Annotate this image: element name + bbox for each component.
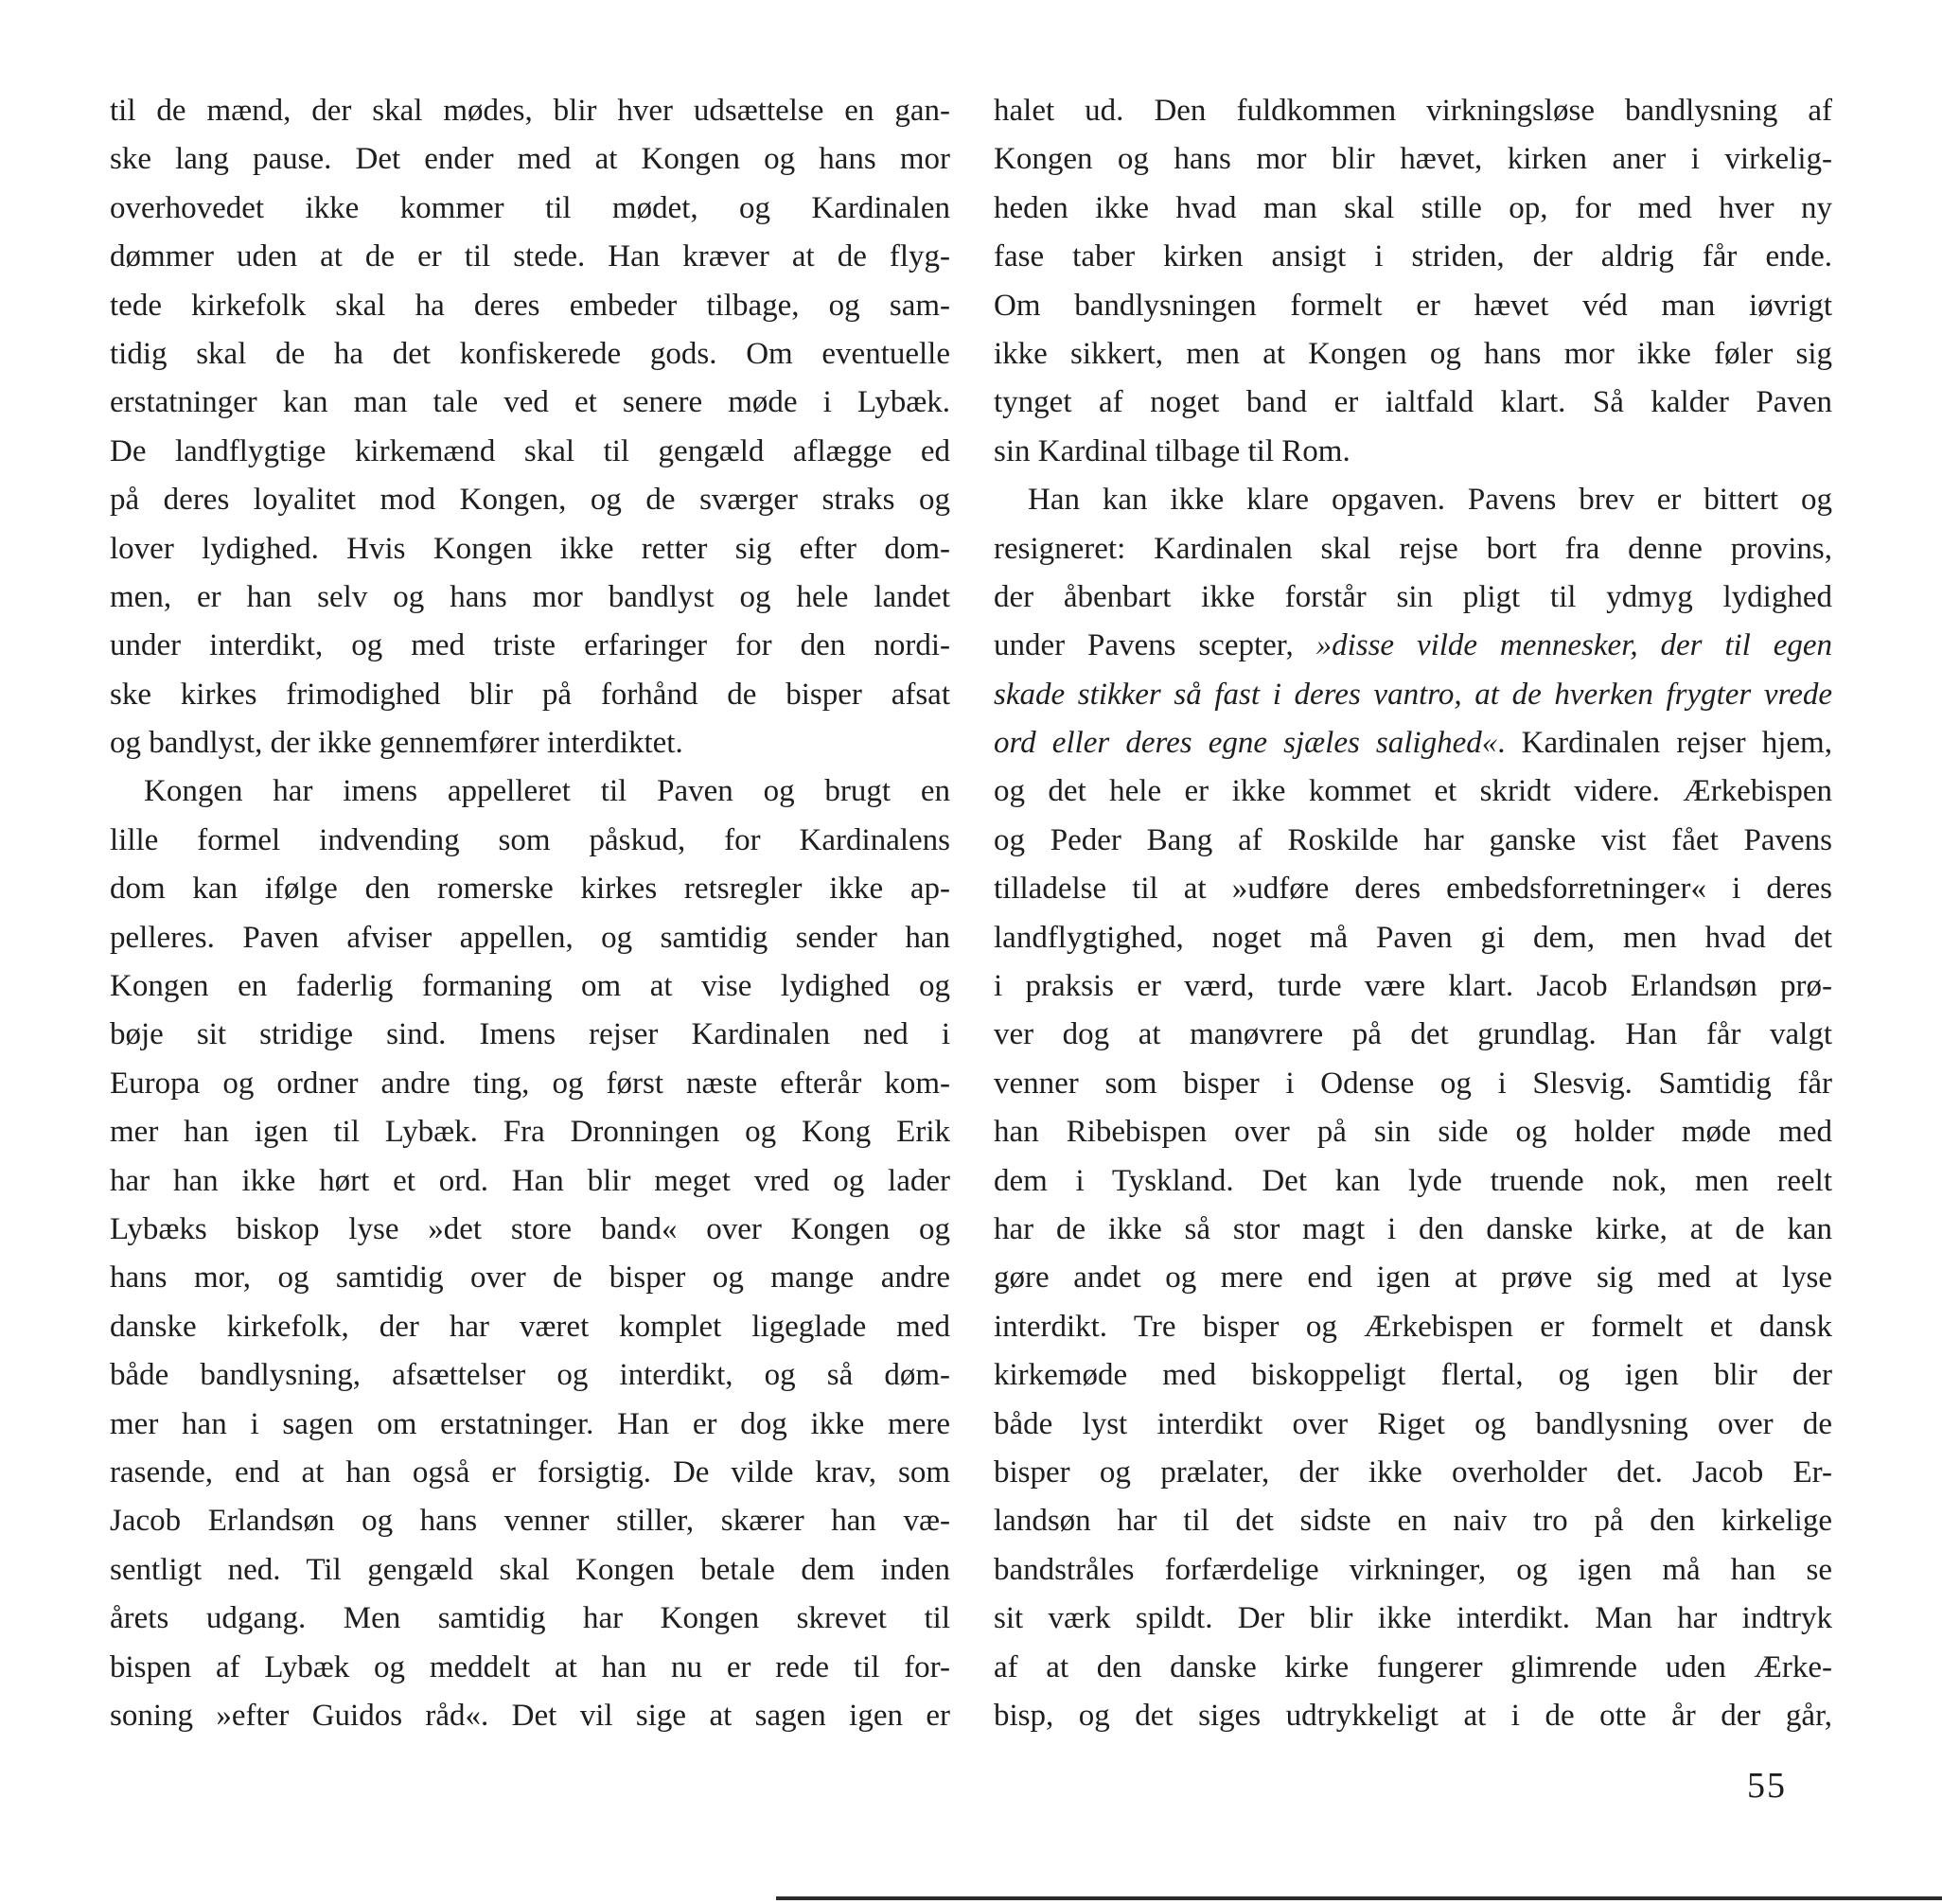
text-line: ske kirkes frimodighed blir på forhånd de bisper afsat (110, 677, 950, 712)
text-line: gøre andet og mere end igen at prøve sig med at lyse (994, 1261, 1832, 1296)
text-line: heden ikke hvad man skal stille op, for med hver ny (994, 190, 1832, 225)
text-line: Han kan ikke klare opgaven. Pavens brev er bittert og (1028, 483, 1832, 518)
text-line (994, 671, 1832, 719)
text-line: bandstråles forfærdelige virkninger, og igen må han se (994, 1552, 1832, 1587)
text-line: sentligt ned. Til gengæld skal Kongen betale dem inden (110, 1552, 950, 1587)
text-line: bisper og prælater, der ikke overholder det. Jacob Er- (994, 1454, 1832, 1490)
text-line: og det hele er ikke kommet et skridt videre. Ærkebispen (994, 774, 1832, 809)
text-line: han Ribebispen over på sin side og holder møde med (994, 1115, 1832, 1150)
text-line: mer han i sagen om erstatninger. Han er dog ikke mere (110, 1406, 950, 1441)
text-line: tilladelse til at »udføre deres embedsforretninger« i deres (994, 872, 1832, 907)
text-line: interdikt. Tre bisper og Ærkebispen er formelt et dansk (994, 1309, 1832, 1344)
text-run: . Kardinalen rejser hjem, (1497, 726, 1832, 761)
text-line: Kongen har imens appelleret til Paven og brugt en (144, 774, 950, 809)
text-line: mer han igen til Lybæk. Fra Dronningen og Kong Erik (110, 1115, 950, 1150)
text-line: og bandlyst, der ikke gennemfører interdiktet. (110, 726, 683, 761)
text-line: tidig skal de ha det konfiskerede gods. Om eventuelle (110, 336, 950, 371)
text-line: erstatninger kan man tale ved et senere møde i Lybæk. (110, 385, 950, 420)
text-line: resigneret: Kardinalen skal rejse bort fra denne provins, (994, 531, 1832, 566)
text-line: men, er han selv og hans mor bandlyst og hele landet (110, 579, 950, 614)
text-line: sin Kardinal tilbage til Rom. (994, 433, 1351, 468)
text-line: lover lydighed. Hvis Kongen ikke retter sig efter dom- (110, 531, 950, 566)
text-line: fase taber kirken ansigt i striden, der aldrig får ende. (994, 239, 1832, 274)
text-line: på deres loyalitet mod Kongen, og de sværger straks og (110, 483, 950, 518)
text-line: i praksis er værd, turde være klart. Jacob Erlandsøn prø- (994, 969, 1832, 1004)
page-number: 55 (1747, 1766, 1787, 1806)
text-line: Kongen en faderlig formaning om at vise lydighed og (110, 969, 950, 1004)
text-line: halet ud. Den fuldkommen virkningsløse bandlysning af (994, 94, 1832, 128)
text-line: og Peder Bang af Roskilde har ganske vist fået Pavens (994, 822, 1832, 857)
text-line: tede kirkefolk skal ha deres embeder tilbage, og sam- (110, 288, 950, 323)
text-line: har de ikke så stor magt i den danske kirke, at de kan (994, 1211, 1832, 1246)
text-line: af at den danske kirke fungerer glimrende uden Ærke- (994, 1649, 1832, 1684)
text-line: både lyst interdikt over Riget og bandlysning over de (994, 1406, 1832, 1441)
text-line: landsøn har til det sidste en naiv tro på den kirkelige (994, 1504, 1832, 1539)
left-text-column (110, 87, 950, 1740)
text-line: Lybæks biskop lyse »det store band« over Kongen og (110, 1211, 950, 1246)
text-line: bisp, og det siges udtrykkeligt at i de otte år der går, (994, 1698, 1832, 1733)
text-line: under interdikt, og med triste erfaringer for den nordi- (110, 628, 950, 663)
text-line: har han ikke hørt et ord. Han blir meget vred og lader (110, 1163, 950, 1198)
text-line: Om bandlysningen formelt er hævet véd man iøvrigt (994, 288, 1832, 323)
text-line: kirkemøde med biskoppeligt flertal, og igen blir der (994, 1358, 1832, 1393)
text-line: bispen af Lybæk og meddelt at han nu er rede til for- (110, 1649, 950, 1684)
bottom-edge-rule (776, 1896, 1942, 1900)
text-line: årets udgang. Men samtidig har Kongen skrevet til (110, 1601, 950, 1636)
text-line: til de mænd, der skal mødes, blir hver udsættelse en gan- (110, 94, 950, 128)
text-line: ikke sikkert, men at Kongen og hans mor ikke føler sig (994, 336, 1832, 371)
text-line: ske lang pause. Det ender med at Kongen og hans mor (110, 142, 950, 177)
right-text-column (994, 87, 1832, 1740)
text-line: landflygtighed, noget må Paven gi dem, men hvad det (994, 920, 1832, 955)
text-line: Jacob Erlandsøn og hans venner stiller, skærer han væ- (110, 1504, 950, 1539)
text-line: danske kirkefolk, der har været komplet ligeglade med (110, 1309, 950, 1344)
text-line: ver dog at manøvrere på det grundlag. Han får valgt (994, 1017, 1832, 1052)
text-line: rasende, end at han også er forsigtig. De vilde krav, som (110, 1454, 950, 1490)
text-line: Europa og ordner andre ting, og først næste efterår kom- (110, 1066, 950, 1101)
quotation-italic: »disse vilde mennesker, der til egen (1315, 628, 1832, 663)
quotation-italic: skade stikker så fast i deres vantro, at de hverken frygter vrede (994, 677, 1832, 712)
text-line: der åbenbart ikke forstår sin pligt til ydmyg lydighed (994, 579, 1832, 614)
text-line: lille formel indvending som påskud, for Kardinalens (110, 822, 950, 857)
text-line (994, 622, 1832, 670)
text-line: soning »efter Guidos råd«. Det vil sige at sagen igen er (110, 1698, 950, 1733)
text-line (994, 719, 1832, 767)
text-line: dem i Tyskland. Det kan lyde truende nok, men reelt (994, 1163, 1832, 1198)
text-line: pelleres. Paven afviser appellen, og samtidig sender han (110, 920, 950, 955)
text-line: sit værk spildt. Der blir ikke interdikt. Man har indtryk (994, 1601, 1832, 1636)
text-line: bøje sit stridige sind. Imens rejser Kardinalen ned i (110, 1017, 950, 1052)
text-line: dom kan ifølge den romerske kirkes retsregler ikke ap- (110, 872, 950, 907)
text-line: både bandlysning, afsættelser og interdikt, og så døm- (110, 1358, 950, 1393)
text-line: Kongen og hans mor blir hævet, kirken aner i virkelig- (994, 142, 1832, 177)
text-line: overhovedet ikke kommer til mødet, og Kardinalen (110, 190, 950, 225)
text-line: tynget af noget band er ialtfald klart. Så kalder Paven (994, 385, 1832, 420)
text-line: venner som bisper i Odense og i Slesvig. Samtidig får (994, 1066, 1832, 1101)
text-run: under Pavens scepter, (994, 628, 1316, 663)
text-line: dømmer uden at de er til stede. Han kræver at de flyg- (110, 239, 950, 274)
text-line: hans mor, og samtidig over de bisper og mange andre (110, 1261, 950, 1296)
quotation-italic: ord eller deres egne sjæles salighed« (994, 726, 1498, 761)
text-line: De landflygtige kirkemænd skal til gengæld aflægge ed (110, 433, 950, 468)
